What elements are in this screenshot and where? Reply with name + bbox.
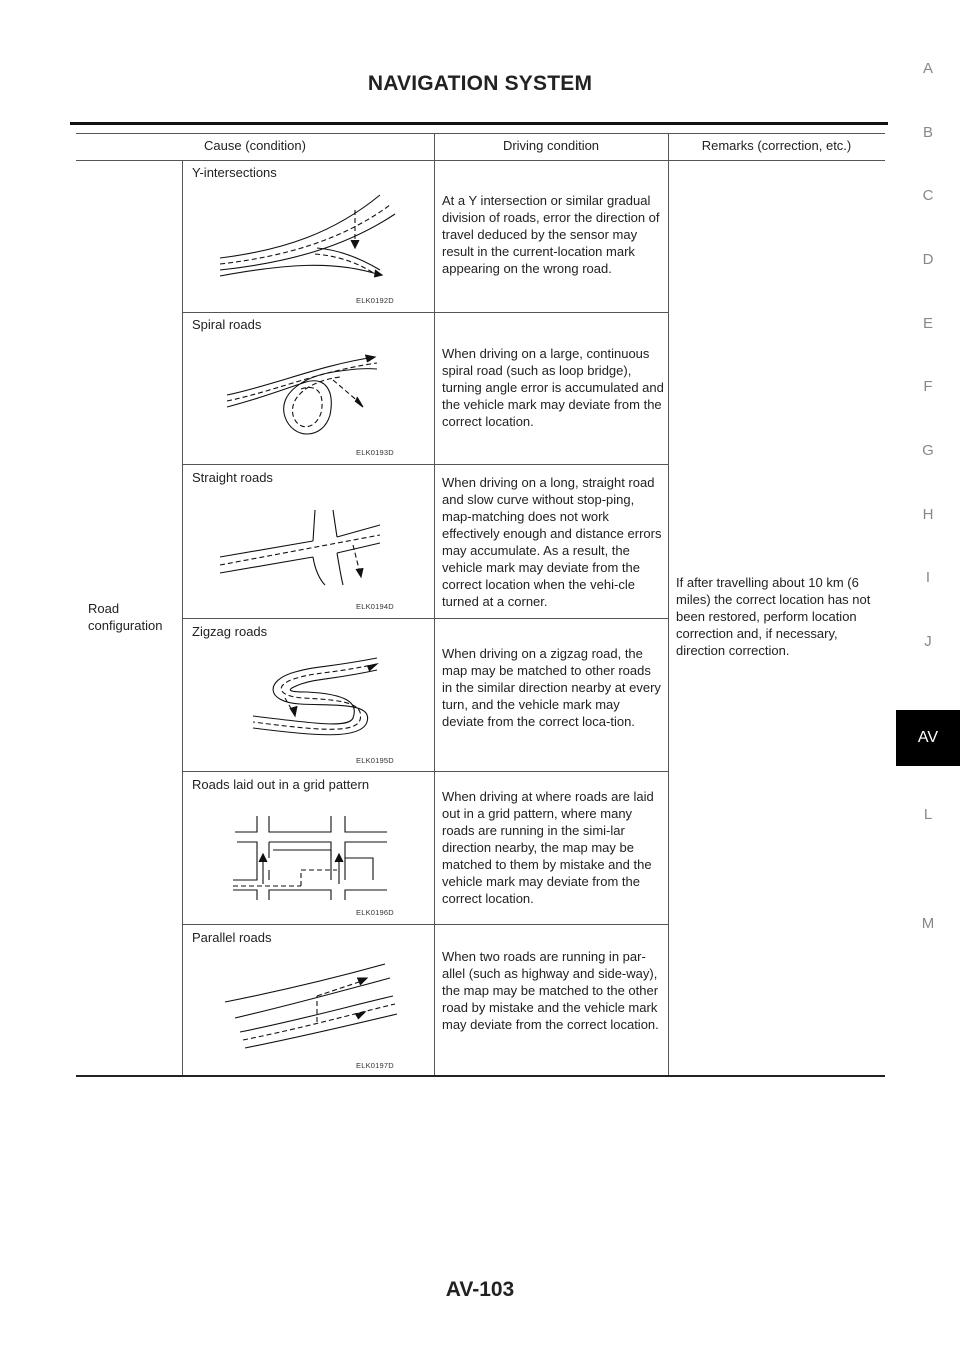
figure-code: ELK0195D <box>356 756 394 765</box>
figure-code: ELK0194D <box>356 602 394 611</box>
row-divider <box>182 924 668 925</box>
figure-code: ELK0196D <box>356 908 394 917</box>
column-divider <box>668 160 669 1075</box>
condition-label: Roads laid out in a grid pattern <box>192 777 370 792</box>
group-label: Road configuration <box>88 601 163 633</box>
table-bottom-rule <box>76 1075 885 1077</box>
section-tab-l[interactable]: L <box>923 806 933 823</box>
driving-condition-text: When driving at where roads are laid out in a grid pattern, where many roads are running in the simi-lar direction nearby, the map may be matched to them by mistake and the vehicle mark may deviate from the correct location. <box>442 789 654 906</box>
straight-road-diagram-icon <box>205 485 405 600</box>
header-divider <box>668 134 669 160</box>
grid-roads-diagram-icon <box>205 800 405 915</box>
driving-condition-text: When driving on a large, continuous spiral road (such as loop bridge), turning angle error is accumulated and the vehicle mark may deviate from the correct location. <box>442 346 664 429</box>
parallel-roads-diagram-icon <box>205 950 405 1065</box>
section-tab-j[interactable]: J <box>924 633 932 650</box>
header-driving: Driving condition <box>502 138 600 153</box>
section-tab-a[interactable]: A <box>922 60 933 77</box>
row-divider <box>182 771 668 772</box>
figure-code: ELK0193D <box>356 448 394 457</box>
condition-label: Straight roads <box>192 470 273 485</box>
driving-condition-text: When two roads are running in par-allel (such as highway and side-way), the map may be matched to the other road by mistake and the vehicle mark may deviate from the correct location. <box>442 949 659 1032</box>
title-rule <box>70 122 888 125</box>
section-tab-f[interactable]: F <box>923 378 933 395</box>
row-divider <box>182 464 668 465</box>
remarks-text: If after travelling about 10 km (6 miles) the correct location has not been restored, perform location correction and, if necessary, direction correction. <box>676 575 871 658</box>
page-number: AV-103 <box>445 1278 515 1301</box>
y-intersection-diagram-icon <box>205 180 405 295</box>
row-divider <box>182 312 668 313</box>
figure-code: ELK0192D <box>356 296 394 305</box>
header-cause: Cause (condition) <box>204 138 306 153</box>
condition-label: Zigzag roads <box>192 624 268 639</box>
row-divider <box>182 618 668 619</box>
section-tab-e[interactable]: E <box>922 315 933 332</box>
header-remarks: Remarks (correction, etc.) <box>701 138 852 153</box>
section-tab-g[interactable]: G <box>922 442 934 459</box>
driving-condition-text: When driving on a long, straight road and slow curve without stop-ping, map-matching does not work effectively enough and distance errors may accumulate. As a result, the vehicle mark may deviate from the correct location when the vehi-cle turned at a corner. <box>442 475 662 609</box>
header-divider <box>434 134 435 160</box>
header-rule <box>76 160 885 161</box>
driving-condition-text: When driving on a zigzag road, the map may be matched to other roads in the similar direction nearby at every turn, and the vehicle mark may deviate from the correct loca-tion. <box>442 646 661 729</box>
condition-label: Spiral roads <box>192 317 262 332</box>
condition-label: Parallel roads <box>192 930 272 945</box>
section-tab-h[interactable]: H <box>922 506 934 523</box>
driving-condition-text: At a Y intersection or similar gradual division of roads, error the direction of travel deduced by the sensor may result in the current-location mark appearing on the wrong road. <box>442 193 660 276</box>
section-tab-c[interactable]: C <box>922 187 934 204</box>
page-title: NAVIGATION SYSTEM <box>367 72 593 95</box>
spiral-road-diagram-icon <box>205 335 405 450</box>
section-tab-av-active[interactable]: AV <box>896 710 960 766</box>
figure-code: ELK0197D <box>356 1061 394 1070</box>
section-tab-b[interactable]: B <box>922 124 933 141</box>
section-tab-m[interactable]: M <box>921 915 935 932</box>
condition-label: Y-intersections <box>192 165 277 180</box>
zigzag-road-diagram-icon <box>205 640 405 755</box>
section-tab-i[interactable]: I <box>925 569 931 586</box>
section-tab-d[interactable]: D <box>922 251 934 268</box>
